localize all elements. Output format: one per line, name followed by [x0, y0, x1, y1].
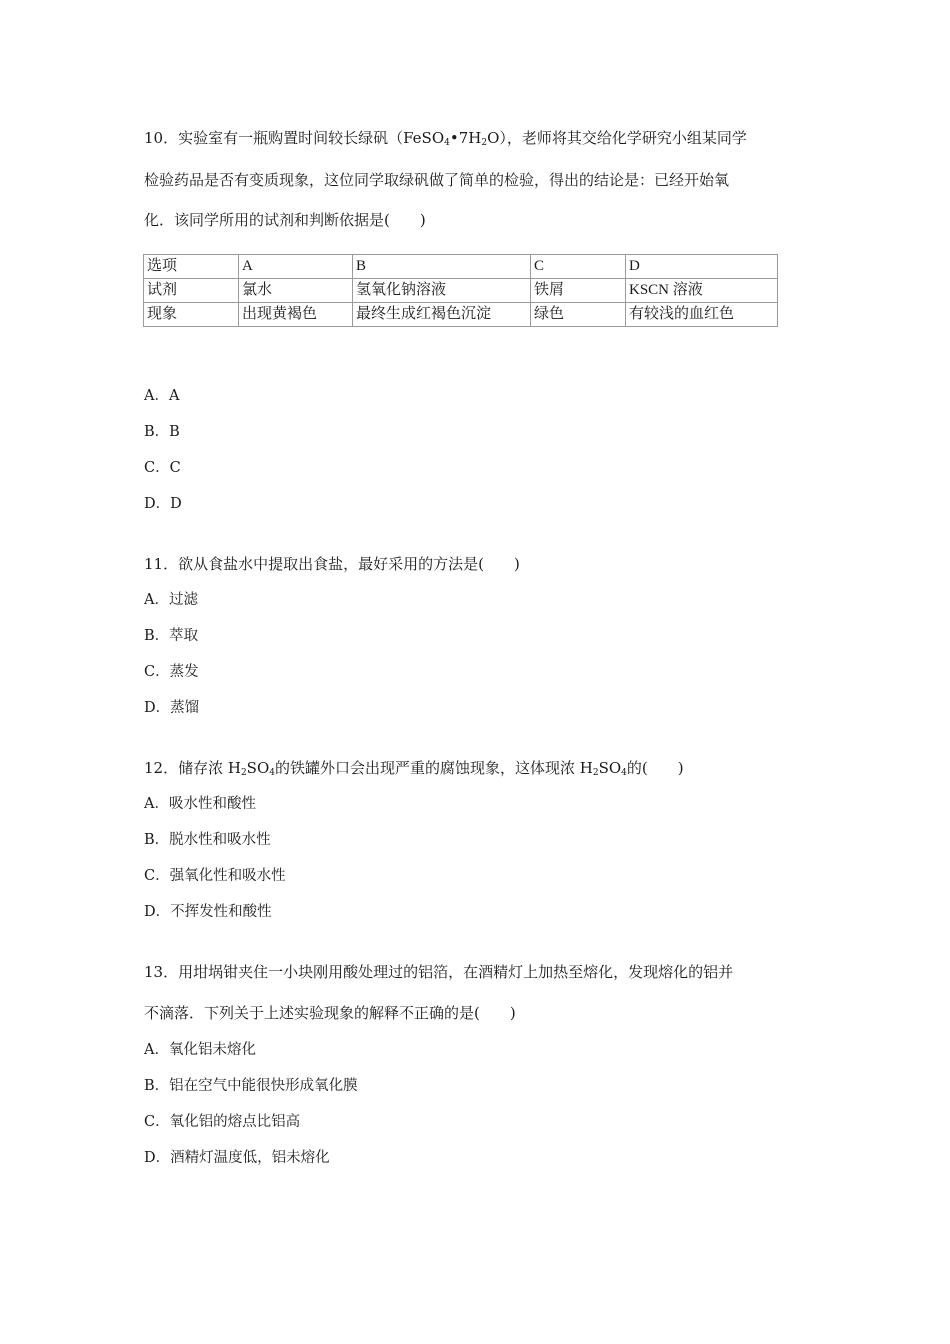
q10-stem-line-2: 检验药品是否有变质现象，这位同学取绿矾做了简单的检验，得出的结论是：已经开始氧 [144, 171, 730, 189]
table-cell: 有较浅的血红色 [626, 303, 778, 327]
table-cell: 试剂 [144, 279, 239, 303]
table-cell: 氯水 [239, 279, 353, 303]
q12-option-d: D．不挥发性和酸性 [144, 904, 272, 920]
table-cell: C [531, 255, 626, 279]
table-cell: 铁屑 [531, 279, 626, 303]
table-header-row [144, 255, 778, 279]
q10-option-c: C．C [144, 460, 181, 476]
q10-stem-line-1: 10．实验室有一瓶购置时间较长绿矾$(FeSO_4•7H_2O)$，老师将其交给化学研究小组某同学 [144, 129, 747, 148]
q11-option-a: A．过滤 [144, 592, 198, 608]
q10-option-b: B．B [144, 424, 180, 440]
q10-option-a: A．A [144, 388, 180, 404]
q13-option-a: A．氧化铝未熔化 [144, 1042, 256, 1058]
q13-option-c: C．氧化铝的熔点比铝高 [144, 1114, 301, 1130]
table-cell: 最终生成红褐色沉淀 [353, 303, 531, 327]
table-row [144, 303, 778, 327]
table-cell: A [239, 255, 353, 279]
table-cell: 现象 [144, 303, 239, 327]
q13-option-b: B．铝在空气中能很快形成氧化膜 [144, 1078, 358, 1094]
q10-table [143, 254, 778, 327]
q11-stem: 11．欲从食盐水中提取出食盐，最好采用的方法是( ) [144, 555, 520, 573]
table-row [144, 279, 778, 303]
q11-option-b: B．萃取 [144, 628, 199, 644]
q12-stem: 12．储存浓 $H_2SO_4$的铁罐外口会出现严重的腐蚀现象，这体现浓 $H_2SO_4$的( ) [144, 759, 684, 778]
q11-option-d: D．蒸馏 [144, 700, 200, 716]
q12-option-b: B．脱水性和吸水性 [144, 832, 271, 848]
q10-stem-line-3: 化．该同学所用的试剂和判断依据是( ) [144, 211, 426, 229]
table-cell: 绿色 [531, 303, 626, 327]
q12-option-a: A．吸水性和酸性 [144, 796, 256, 812]
table-cell: 出现黄褐色 [239, 303, 353, 327]
table-cell: 氢氧化钠溶液 [353, 279, 531, 303]
table-cell: 选项 [144, 255, 239, 279]
q13-stem-line-2: 不滴落．下列关于上述实验现象的解释不正确的是( ) [144, 1004, 516, 1022]
table-cell: KSCN 溶液 [626, 279, 778, 303]
q12-option-c: C．强氧化性和吸水性 [144, 868, 286, 884]
q13-stem-line-1: 13．用坩埚钳夹住一小块刚用酸处理过的铝箔，在酒精灯上加热至熔化，发现熔化的铝并 [144, 963, 734, 981]
q13-option-d: D．酒精灯温度低，铝未熔化 [144, 1150, 330, 1166]
q10-option-d: D．D [144, 496, 182, 512]
q11-option-c: C．蒸发 [144, 664, 199, 680]
table-cell: B [353, 255, 531, 279]
table-cell: D [626, 255, 778, 279]
